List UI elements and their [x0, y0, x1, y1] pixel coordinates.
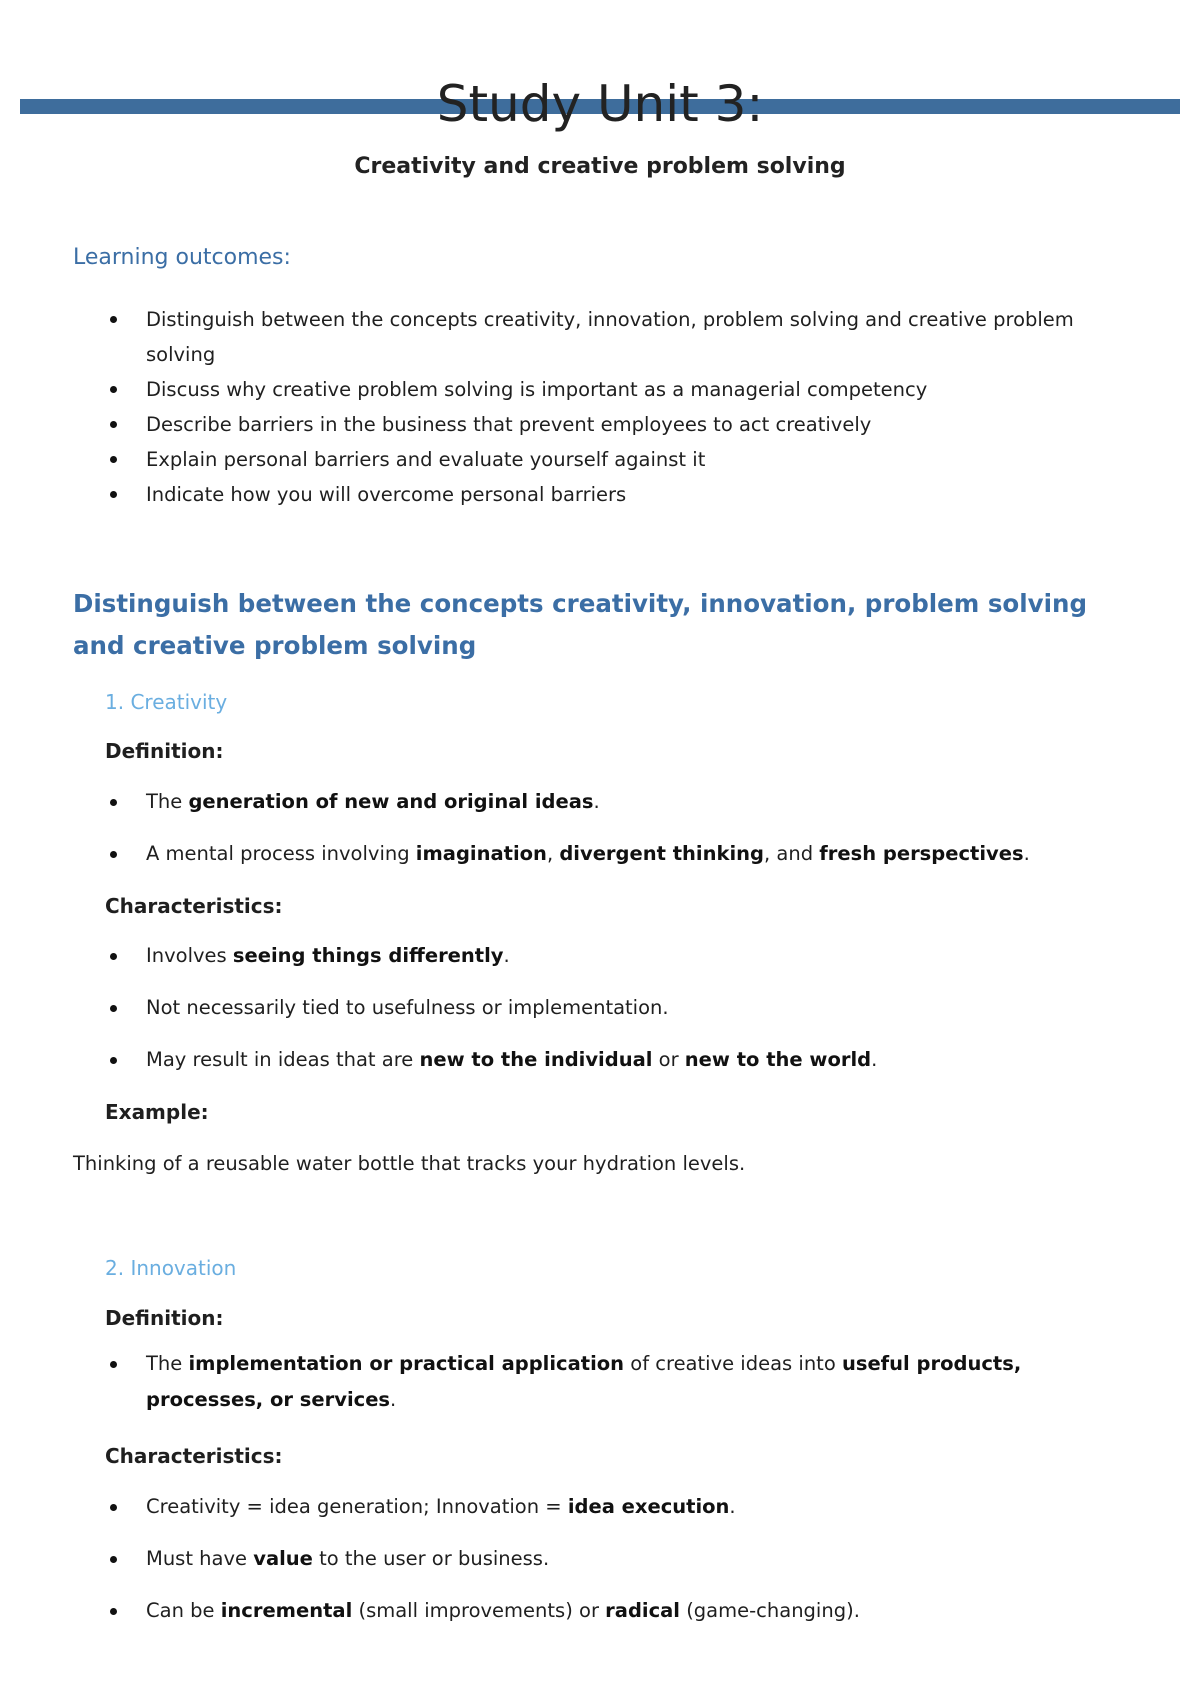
- innovation-heading: 2. Innovation: [105, 1256, 237, 1280]
- list-item: Distinguish between the concepts creativity, innovation, problem solving and creative problem solving: [73, 302, 1133, 372]
- creativity-characteristics-list: [73, 930, 1133, 1086]
- creativity-characteristics-label: Characteristics:: [105, 894, 283, 918]
- list-item: Describe barriers in the business that prevent employees to act creatively: [73, 407, 1133, 442]
- creativity-heading: 1. Creativity: [105, 690, 228, 714]
- list-item: Can be incremental (small improvements) or radical (game-changing).: [73, 1585, 1133, 1637]
- learning-outcomes-list: [73, 302, 1133, 512]
- document-subtitle: Creativity and creative problem solving: [354, 154, 846, 179]
- list-item: The generation of new and original ideas.: [73, 776, 1133, 828]
- list-item: Explain personal barriers and evaluate yourself against it: [73, 442, 1133, 477]
- list-item: Indicate how you will overcome personal barriers: [73, 477, 1133, 512]
- innovation-characteristics-list: [73, 1481, 1133, 1637]
- list-item: May result in ideas that are new to the individual or new to the world.: [73, 1034, 1133, 1086]
- document-title: Study Unit 3:: [436, 75, 764, 133]
- learning-outcomes-heading: Learning outcomes:: [73, 245, 291, 270]
- list-item: Discuss why creative problem solving is important as a managerial competency: [73, 372, 1133, 407]
- creativity-example-label: Example:: [105, 1100, 209, 1124]
- list-item: A mental process involving imagination, divergent thinking, and fresh perspectives.: [73, 828, 1133, 880]
- list-item: The implementation or practical application of creative ideas into useful products, processes, or services.: [73, 1338, 1133, 1418]
- innovation-definition-label: Definition:: [105, 1306, 224, 1330]
- innovation-characteristics-label: Characteristics:: [105, 1444, 283, 1468]
- creativity-definition-label: Definition:: [105, 739, 224, 763]
- innovation-definition-list: [73, 1338, 1133, 1418]
- list-item: Must have value to the user or business.: [73, 1533, 1133, 1585]
- creativity-example-text: Thinking of a reusable water bottle that tracks your hydration levels.: [73, 1152, 746, 1175]
- list-item: Creativity = idea generation; Innovation = idea execution.: [73, 1481, 1133, 1533]
- section-heading: Distinguish between the concepts creativity, innovation, problem solving and creative problem solving: [73, 589, 1088, 660]
- creativity-definition-list: [73, 776, 1133, 880]
- list-item: Not necessarily tied to usefulness or implementation.: [73, 982, 1133, 1034]
- list-item: Involves seeing things differently.: [73, 930, 1133, 982]
